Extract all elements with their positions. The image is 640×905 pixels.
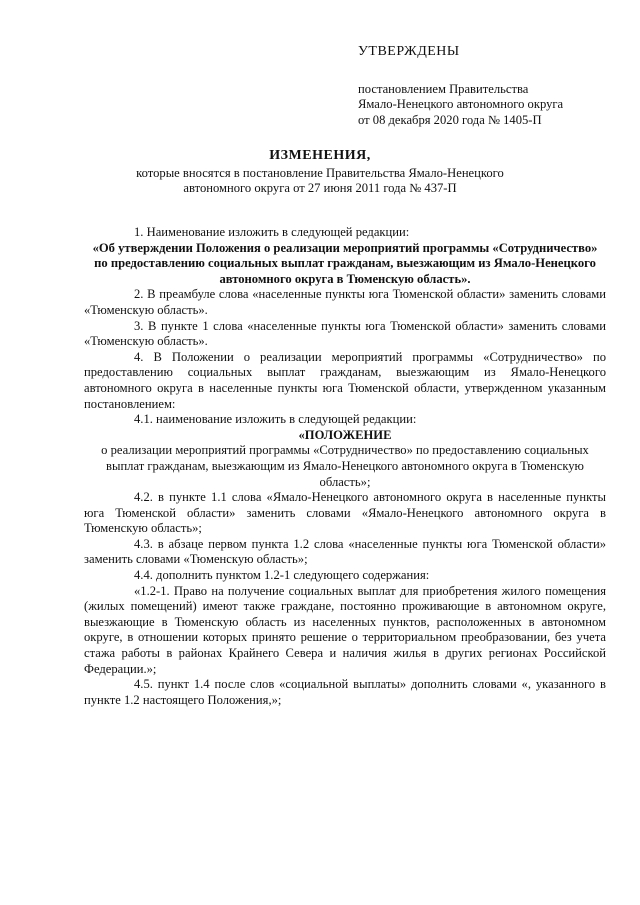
- approval-line: Ямало-Ненецкого автономного округа: [358, 97, 564, 112]
- item-1: 1. Наименование изложить в следующей редакции:: [134, 225, 410, 239]
- document-title: ИЗМЕНЕНИЯ,: [269, 148, 371, 163]
- item-4-4: 4.4. дополнить пунктом 1.2-1 следующего содержания:: [134, 568, 430, 583]
- item-4-2: 4.2. в пункте 1.1 слова «Ямало-Ненецкого автономного округа в населенные пункты юга Тюменской области» заменить словами «Ямало-Ненецкого автономного округа в Тюменскую область»;: [84, 490, 606, 536]
- document-body: [84, 225, 606, 708]
- polozhenie-subtitle: о реализации мероприятий программы «Сотрудничество» по предоставлению социальных выплат гражданам, выезжающим из Ямало-Ненецкого автономного округа в Тюменскую область»;: [101, 443, 589, 489]
- document-title-block: [0, 148, 640, 197]
- item-3: 3. В пункте 1 слова «населенные пункты юга Тюменской области» заменить словами «Тюменскую область».: [84, 318, 606, 349]
- polozhenie-heading: «ПОЛОЖЕНИЕ: [298, 427, 392, 442]
- approval-stamp: [352, 44, 622, 128]
- item-4-1: 4.1. наименование изложить в следующей редакции:: [134, 412, 417, 427]
- approval-heading: УТВЕРЖДЕНЫ: [358, 44, 460, 59]
- item-1-new-title: «Об утверждении Положения о реализации мероприятий программы «Сотрудничество» по предоставлению социальных выплат гражданам, выезжающим из Ямало-Ненецкого автономного округа в Тюменскую область».: [92, 240, 598, 286]
- item-4-4-text: «1.2-1. Право на получение социальных выплат для приобретения жилого помещения (жилых помещений) имеют также граждане, постоянно проживающие в автономном округе, выезжающие в Тюменскую область из населенных пунктов, расположенных в автономном округе, в отношении которых принято решение о территориальном преобразовании, без учета стажа работы в районах Крайнего Севера и наличия жилья в других регионах Российской Федерации.»;: [84, 583, 606, 676]
- item-4: 4. В Положении о реализации мероприятий программы «Сотрудничество» по предоставлению социальных выплат гражданам, выезжающим из Ямало-Ненецкого автономного округа в населенные пункты юга Тюменской области, утвержденном указанным постановлением:: [84, 349, 606, 411]
- item-4-5: 4.5. пункт 1.4 после слов «социальной выплаты» дополнить словами «, указанного в пункте 1.2 настоящего Положения,»;: [84, 677, 606, 707]
- item-4-3: 4.3. в абзаце первом пункта 1.2 слова «населенные пункты юга Тюменской области» заменить словами «Тюменскую область»;: [84, 536, 606, 567]
- item-2: 2. В преамбуле слова «населенные пункты юга Тюменской области» заменить словами «Тюменскую область».: [84, 287, 606, 317]
- approval-line: постановлением Правительства: [358, 81, 529, 96]
- approval-line: от 08 декабря 2020 года № 1405-П: [358, 112, 542, 127]
- document-subtitle-line: которые вносятся в постановление Правительства Ямало-Ненецкого: [136, 165, 504, 180]
- document-subtitle-line: автономного округа от 27 июня 2011 года № 437-П: [183, 181, 457, 196]
